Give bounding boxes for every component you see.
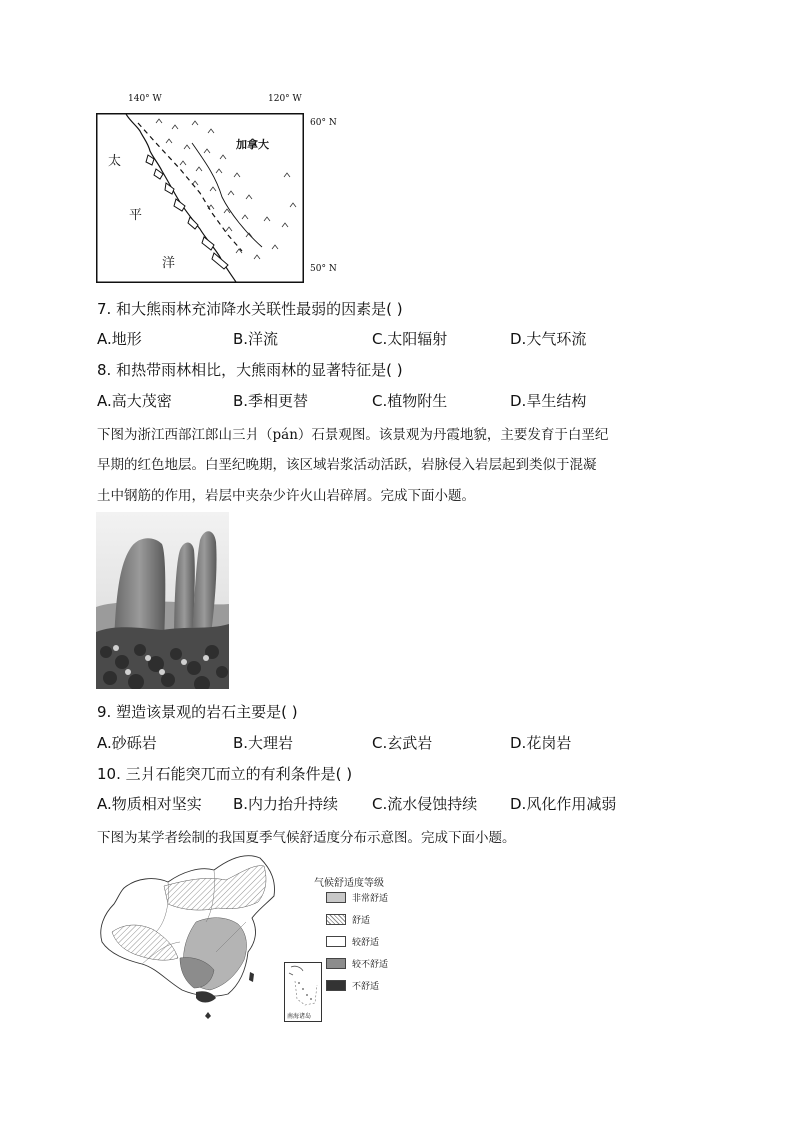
question-9 [97,701,298,722]
question-7 [97,298,403,319]
q9-option-c: C.玄武岩 [372,734,433,752]
south-china-sea-inset [284,962,322,1022]
q8-option-c: C.植物附生 [372,392,448,410]
q10-option-d: D.风化作用减弱 [510,795,617,813]
q9-option-b: B.大理岩 [233,734,294,752]
passage-1-line-2: 早期的红色地层。白垩纪晚期，该区域岩浆活动活跃，岩脉侵入岩层起到类似于混凝 [97,457,597,473]
legend-label-uncomfortable: 不舒适 [352,982,380,992]
q10-option-a: A.物质相对坚实 [97,795,202,813]
map1-ocean-char-3: 洋 [162,256,176,271]
question-text: 塑造该景观的岩石主要是( ) [116,703,298,721]
q8-option-a: A.高大茂密 [97,392,172,410]
q8-option-d: D.旱生结构 [510,392,587,410]
q10-option-c: C.流水侵蚀持续 [372,795,478,813]
q7-option-a: A.地形 [97,330,142,348]
question-text: 和大熊雨林充沛降水关联性最弱的因素是( ) [116,300,403,318]
passage-2: 下图为某学者绘制的我国夏季气候舒适度分布示意图。完成下面小题。 [97,830,516,846]
legend-title: 气候舒适度等级 [314,878,384,889]
q7-option-d: D.大气环流 [510,330,587,348]
legend-label-very-comfortable: 非常舒适 [352,894,389,904]
q7-option-b: B.洋流 [233,330,279,348]
question-8 [97,359,403,380]
q9-option-d: D.花岗岩 [510,734,572,752]
map1-canada-coast [96,113,304,283]
china-comfort-map [96,852,296,1024]
legend [326,892,406,996]
legend-swatch-less-comfortable [326,958,346,969]
question-number: 10. [97,765,121,783]
passage-1-line-3: 土中钢筋的作用，岩层中夹杂少许火山岩碎屑。完成下面小题。 [97,488,475,504]
q8-option-b: B.季相更替 [233,392,309,410]
question-number: 7. [97,300,112,318]
map1-ocean-char-1: 太 [108,154,122,169]
q10-option-b: B.内力抬升持续 [233,795,339,813]
legend-swatch-fairly-comfortable [326,936,346,947]
q7-option-c: C.太阳辐射 [372,330,448,348]
map1-lon-right: 120° W [268,94,302,104]
map1-lat-top: 60° N [310,118,337,128]
question-text: 三爿石能突兀而立的有利条件是( ) [125,765,353,783]
sanpan-rock-photo [96,512,229,689]
legend-swatch-comfortable [326,914,346,925]
q9-option-a: A.砂砾岩 [97,734,157,752]
question-text: 和热带雨林相比，大熊雨林的显著特征是( ) [116,361,403,379]
question-10 [97,763,352,784]
map1-lat-bottom: 50° N [310,264,337,274]
map1-lon-left: 140° W [128,94,162,104]
map1-ocean-char-2: 平 [129,208,143,223]
question-number: 9. [97,703,112,721]
legend-swatch-very-comfortable [326,892,346,903]
legend-label-less-comfortable: 较不舒适 [352,960,389,970]
map1-canada-label: 加拿大 [236,138,269,151]
question-number: 8. [97,361,112,379]
legend-label-comfortable: 舒适 [352,916,371,926]
legend-swatch-uncomfortable [326,980,346,991]
passage-1-line-1: 下图为浙江西部江郎山三爿（pán）石景观图。该景观为丹霞地貌，主要发育于白垩纪 [97,427,609,443]
inset-label: 南海诸岛 [287,1013,312,1020]
legend-label-fairly-comfortable: 较舒适 [352,938,380,948]
